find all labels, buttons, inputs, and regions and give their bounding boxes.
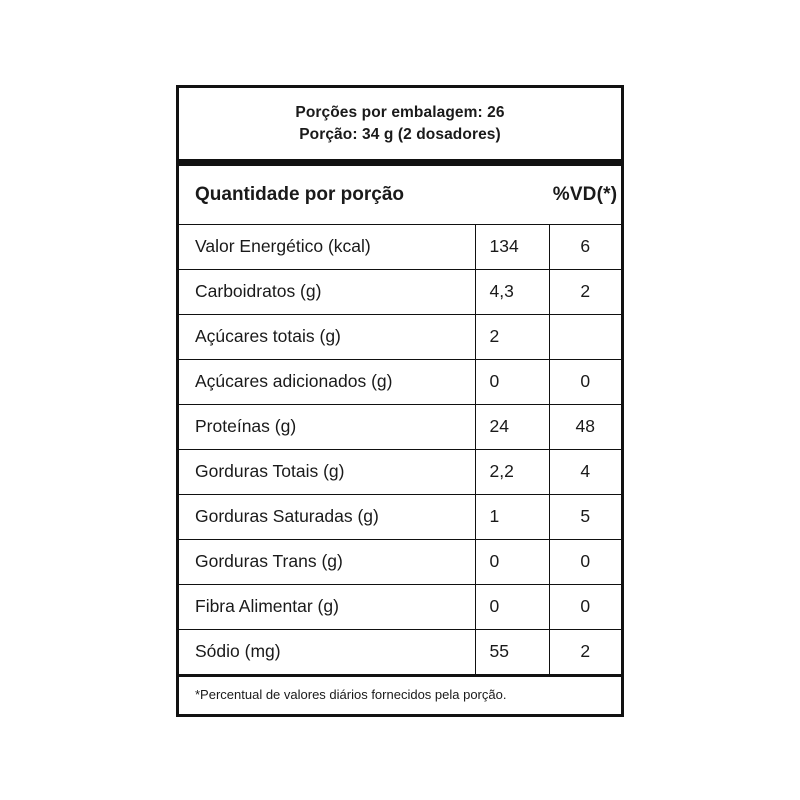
nutrient-amount: 0 [475, 359, 549, 404]
nutrient-name: Açúcares adicionados (g) [179, 359, 475, 404]
nutrient-name: Proteínas (g) [179, 404, 475, 449]
nutrient-name: Gorduras Totais (g) [179, 449, 475, 494]
daily-value-header: %VD(*) [552, 183, 618, 205]
footnote-section [179, 674, 621, 714]
table-row [179, 224, 621, 269]
nutrient-name: Sódio (mg) [179, 629, 475, 674]
table-row [179, 314, 621, 359]
daily-value-footnote: *Percentual de valores diários fornecidos pela porção. [195, 686, 507, 702]
table-header-row [179, 166, 621, 225]
serving-size-text: Porção: 34 g (2 dosadores) [299, 126, 501, 144]
nutrient-amount: 55 [475, 629, 549, 674]
nutrient-daily-value: 6 [549, 224, 621, 269]
nutrient-daily-value: 0 [549, 539, 621, 584]
nutrient-daily-value: 5 [549, 494, 621, 539]
nutrient-amount: 2,2 [475, 449, 549, 494]
header-divider [179, 159, 621, 166]
nutrient-amount: 0 [475, 539, 549, 584]
table-row [179, 629, 621, 674]
nutrient-amount: 134 [475, 224, 549, 269]
servings-per-package-text: Porções por embalagem: 26 [295, 104, 505, 121]
nutrient-name: Gorduras Saturadas (g) [179, 494, 475, 539]
serving-information [179, 88, 621, 159]
table-row [179, 359, 621, 404]
nutrition-table [179, 166, 621, 674]
nutrient-name: Açúcares totais (g) [179, 314, 475, 359]
nutrition-facts-label [176, 85, 624, 717]
nutrient-daily-value [549, 314, 621, 359]
nutrient-amount: 2 [475, 314, 549, 359]
nutrient-daily-value: 2 [549, 629, 621, 674]
nutrient-daily-value: 4 [549, 449, 621, 494]
table-row [179, 449, 621, 494]
table-row [179, 584, 621, 629]
nutrient-name: Gorduras Trans (g) [179, 539, 475, 584]
nutrition-table-body [179, 224, 621, 674]
nutrient-name: Fibra Alimentar (g) [179, 584, 475, 629]
table-row [179, 494, 621, 539]
table-row [179, 404, 621, 449]
nutrient-name: Valor Energético (kcal) [179, 224, 475, 269]
nutrient-amount: 24 [475, 404, 549, 449]
amount-per-serving-header: Quantidade por porção [195, 183, 405, 205]
nutrient-daily-value: 0 [549, 584, 621, 629]
nutrient-daily-value: 0 [549, 359, 621, 404]
nutrient-amount: 0 [475, 584, 549, 629]
nutrient-amount: 1 [475, 494, 549, 539]
nutrient-amount: 4,3 [475, 269, 549, 314]
nutrient-daily-value: 48 [549, 404, 621, 449]
nutrient-name: Carboidratos (g) [179, 269, 475, 314]
table-row [179, 539, 621, 584]
table-row [179, 269, 621, 314]
nutrient-daily-value: 2 [549, 269, 621, 314]
amount-column-header [475, 166, 549, 225]
